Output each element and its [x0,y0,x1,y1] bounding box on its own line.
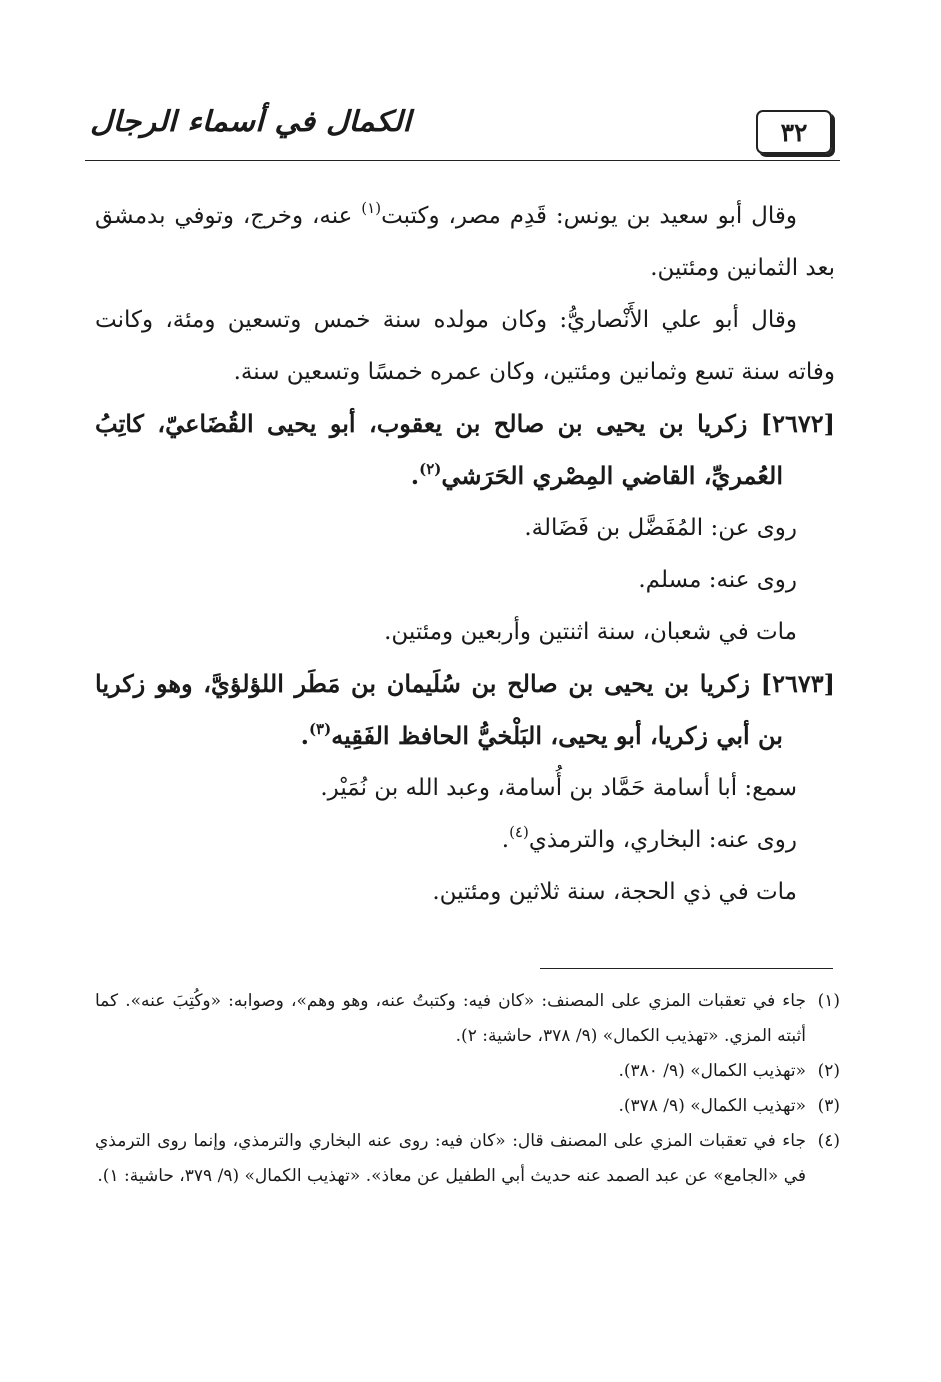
footnote-number: (٤) [817,1131,840,1151]
paragraph-al-ansari: وقال أبو علي الأَنْصاريُّ: وكان مولده سنة خمس وتسعين ومئة، وكانت وفاته سنة تسع وثمانين ومئتين، وكان عمره خمسًا وتسعين سنة. [95,307,835,385]
entry-line [95,814,835,866]
entry-line: روى عن: المُفَضَّل بن فَضَالة. [524,515,797,541]
entry-line: روى عنه: مسلم. [638,567,797,593]
entry-punct: . [410,461,420,490]
footnote-text: «تهذيب الكمال» (٩/ ٣٧٨). [618,1096,806,1116]
entry-line-text: روى عنه: البخاري، والترمذي [528,827,797,853]
entry-line: مات في شعبان، سنة اثنتين وأربعين ومئتين. [384,619,797,645]
entry-number: [٢٦٧٢] [760,409,835,438]
entry-line: مات في ذي الحجة، سنة ثلاثين ومئتين. [432,879,797,905]
footnote-4 [95,1124,840,1194]
footnote-2 [95,1054,840,1089]
footnotes [95,984,840,1194]
footnote-ref-4[interactable]: (٤) [509,823,529,841]
entry-punct: . [501,827,510,853]
page-number-box [756,110,832,154]
header-rule [85,160,840,161]
entry-heading-2673 [95,658,835,762]
footnote-1 [95,984,840,1054]
entry-punct: . [300,721,309,750]
main-text [95,190,835,918]
page-header [85,100,840,166]
paragraph-text: وقال أبو سعيد بن يونس: قَدِم مصر، وكتبت [381,203,797,229]
paragraph-text: عنه، وخرج، وتوفي بدمشق بعد الثمانين ومئتين. [95,203,835,281]
footnote-ref-3[interactable]: (٣) [308,720,332,738]
entry-name: زكريا بن يحيى بن صالح بن يعقوب، أبو يحيى القُضَاعيّ، كاتِبُ العُمريِّ، القاضي المِصْري الحَرَشي [95,409,783,490]
footnote-number: (١) [817,991,840,1011]
footnote-3 [95,1089,840,1124]
entry-heading-2672 [95,398,835,502]
footnote-number: (٢) [817,1061,840,1081]
entry-line: سمع: أبا أسامة حَمَّاد بن أُسامة، وعبد الله بن نُمَيْر. [320,775,797,801]
footnote-ref-2[interactable]: (٢) [419,460,442,478]
footnote-number: (٣) [817,1096,840,1116]
footnote-separator [540,968,833,969]
footnote-text: جاء في تعقبات المزي على المصنف: «كان فيه: وكتبتُ عنه، وهو وهم»، وصوابه: «وكُتِبَ عنه». كما أثبته المزي. «تهذيب الكمال» (٩/ ٣٧٨، حاشية: ٢). [95,991,806,1046]
footnote-ref-1[interactable]: (١) [361,199,382,217]
page-number: ٣٢ [780,117,808,147]
entry-number: [٢٦٧٣] [760,669,835,698]
running-title: الكمال في أسماء الرجال [90,105,411,139]
paragraph-ibn-yunus [95,190,835,294]
footnote-text: «تهذيب الكمال» (٩/ ٣٨٠). [618,1061,806,1081]
entry-name: زكريا بن يحيى بن صالح بن سُلَيمان بن مَطَر اللؤلؤيَّ، وهو زكريا بن أبي زكريا، أبو يحيى، البَلْخيُّ الحافظ الفَقِيه [95,669,783,750]
footnote-text: جاء في تعقبات المزي على المصنف قال: «كان فيه: روى عنه البخاري والترمذي، وإنما روى الترمذي في «الجامع» عن عبد الصمد عنه حديث أبي الطفيل عن معاذ». «تهذيب الكمال» (٩/ ٣٧٩، حاشية: ١). [95,1131,806,1186]
